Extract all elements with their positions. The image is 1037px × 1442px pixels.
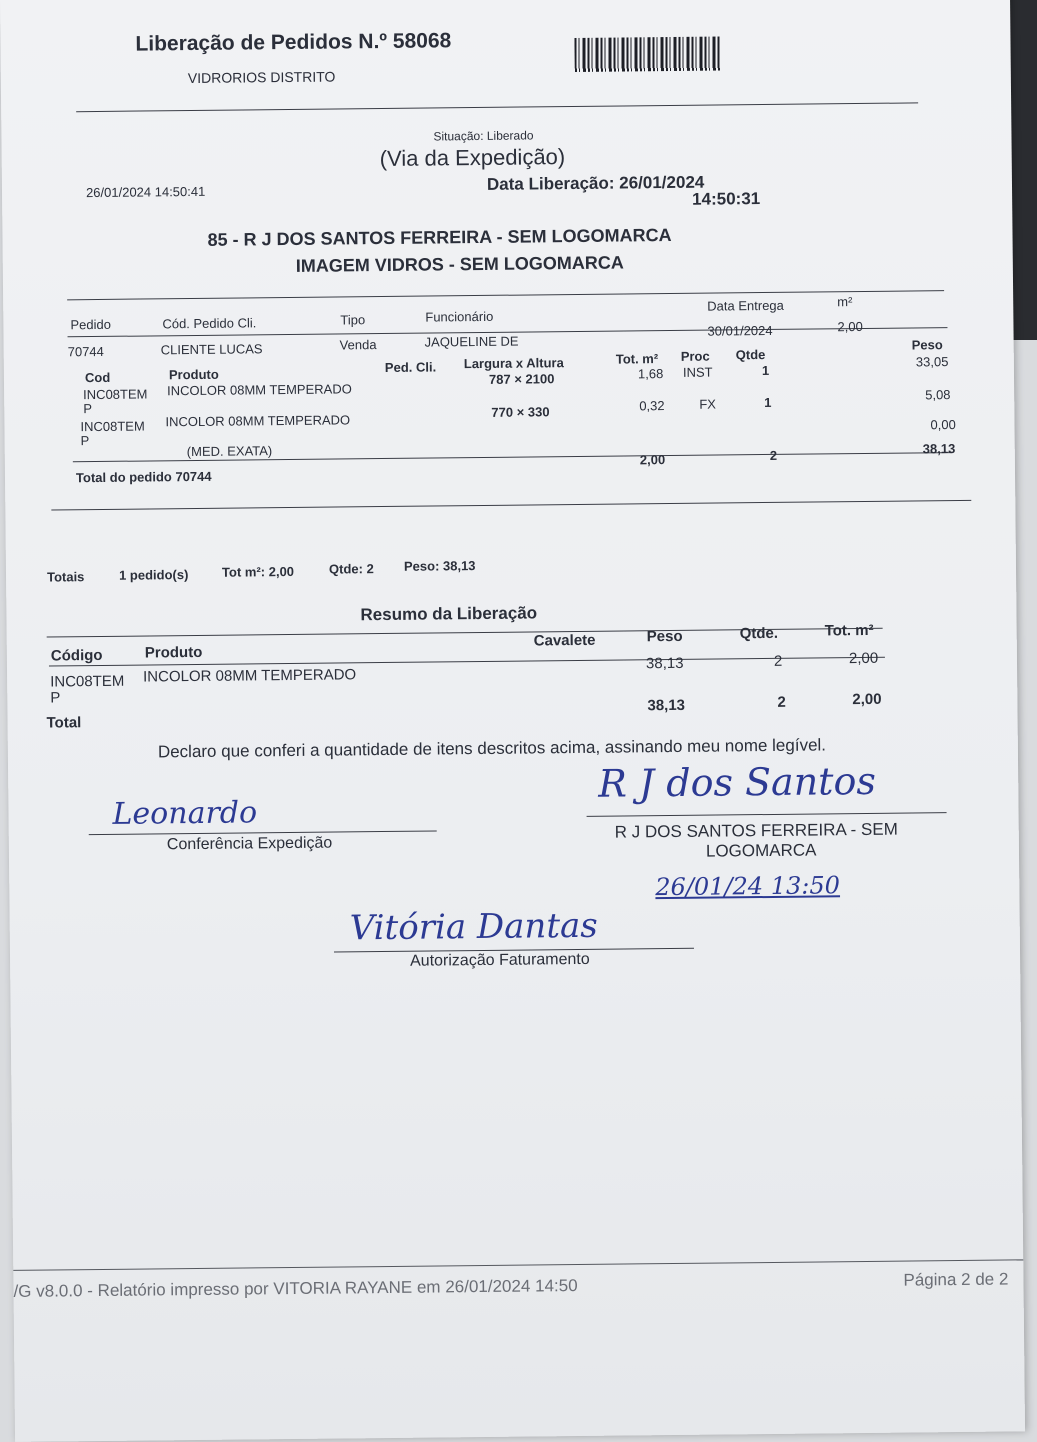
- item-1-peso: 33,05: [915, 354, 949, 370]
- divider: [67, 290, 944, 300]
- col-tipo: Tipo: [340, 312, 366, 328]
- client-label-line-1: R J DOS SANTOS FERREIRA - SEM: [614, 819, 898, 842]
- document-title: Liberação de Pedidos N.º 58068: [135, 29, 452, 56]
- totals-pedidos: 1 pedido(s): [118, 567, 189, 583]
- item-col-ped-cli: Ped. Cli.: [384, 359, 437, 375]
- client-line-2: IMAGEM VIDROS - SEM LOGOMARCA: [295, 252, 624, 276]
- item-2-qtde: 1: [764, 394, 772, 411]
- item-col-dims: Largura x Altura: [463, 355, 564, 372]
- order-pedido: 70744: [67, 343, 104, 360]
- barcode: [574, 36, 720, 72]
- footer-page-number: Página 2 de 2: [903, 1269, 1009, 1290]
- company-name: VIDRORIOS DISTRITO: [187, 68, 336, 87]
- divider: [76, 102, 918, 112]
- col-cod-pedido-cli: Cód. Pedido Cli.: [162, 315, 257, 332]
- via-label: (Via da Expedição): [379, 144, 566, 172]
- declaration-text: Declaro que conferi a quantidade de itens descritos acima, assinando meu nome legível.: [157, 735, 827, 762]
- item-1-tot-m2: 1,68: [637, 366, 664, 382]
- item-2-cod-cont: P: [80, 433, 90, 449]
- authorization-signature: Vitória Dantas: [349, 905, 598, 949]
- release-time: 14:50:31: [692, 189, 761, 209]
- item-1-qtde: 1: [761, 362, 770, 379]
- status-text: Situação: Liberado: [433, 128, 534, 144]
- items-note-peso: 0,00: [930, 417, 956, 433]
- footer-divider: [13, 1259, 1023, 1271]
- summary-total-tot-m2: 2,00: [852, 690, 882, 709]
- client-datetime: 26/01/24 13:50: [655, 871, 841, 902]
- summary-row-peso: 38,13: [645, 654, 684, 673]
- release-date: Data Liberação: 26/01/2024: [486, 172, 705, 194]
- item-2-tot-m2: 0,32: [639, 398, 665, 414]
- summary-title: Resumo da Liberação: [360, 603, 538, 625]
- item-1-cod: INC08TEM: [83, 386, 148, 403]
- summary-row-cod-cont: P: [50, 689, 61, 707]
- summary-col-tot-m2: Tot. m²: [824, 621, 874, 640]
- client-signature: R J dos Santos: [598, 758, 877, 806]
- items-note: (MED. EXATA): [186, 443, 273, 460]
- item-col-produto: Produto: [168, 366, 219, 383]
- item-1-proc: INST: [682, 364, 713, 380]
- summary-row-produto: INCOLOR 08MM TEMPERADO: [143, 666, 357, 686]
- col-funcionario: Funcionário: [425, 308, 494, 325]
- order-cod-pedido-cli: CLIENTE LUCAS: [160, 341, 263, 358]
- col-m2: m²: [837, 294, 853, 310]
- summary-total-label: Total: [46, 714, 82, 732]
- item-col-proc: Proc: [680, 348, 710, 364]
- item-col-qtde: Qtde: [735, 347, 766, 363]
- item-col-peso: Peso: [911, 337, 943, 353]
- item-2-peso: 5,08: [925, 387, 951, 403]
- totals-label: Totais: [46, 569, 85, 585]
- conference-signature: Leonardo: [112, 795, 258, 832]
- col-data-entrega: Data Entrega: [707, 297, 784, 314]
- order-total-qtde: 2: [769, 447, 778, 463]
- conference-label: Conferência Expedição: [166, 834, 333, 854]
- summary-col-produto: Produto: [144, 643, 203, 662]
- summary-row-cod: INC08TEM: [50, 672, 125, 691]
- item-2-dims: 770 × 330: [491, 404, 550, 420]
- item-1-cod-cont: P: [83, 401, 93, 417]
- item-1-produto: INCOLOR 08MM TEMPERADO: [167, 381, 352, 399]
- item-1-dims: 787 × 2100: [488, 371, 555, 387]
- col-pedido: Pedido: [70, 316, 111, 333]
- summary-col-qtde: Qtde.: [739, 624, 779, 643]
- item-col-cod: Cod: [84, 369, 111, 386]
- summary-row-qtde: 2: [773, 652, 783, 670]
- order-total-m2: 2,00: [639, 452, 666, 468]
- summary-col-cavalete: Cavalete: [533, 631, 596, 650]
- divider: [51, 500, 971, 511]
- summary-total-qtde: 2: [777, 693, 786, 711]
- summary-row-tot-m2: 2,00: [848, 649, 879, 668]
- order-tipo: Venda: [339, 337, 377, 353]
- summary-col-codigo: Código: [50, 646, 103, 665]
- summary-col-peso: Peso: [646, 627, 683, 646]
- totals-qtde: Qtde: 2: [328, 561, 374, 577]
- item-col-tot-m2: Tot. m²: [615, 351, 659, 367]
- totals-m2: Tot m²: 2,00: [221, 563, 295, 580]
- print-datetime: 26/01/2024 14:50:41: [85, 183, 206, 201]
- totals-peso: Peso: 38,13: [403, 558, 476, 574]
- order-total-peso: 38,13: [922, 441, 956, 457]
- item-2-proc: FX: [699, 396, 716, 412]
- order-total-label: Total do pedido 70744: [75, 468, 212, 486]
- summary-total-peso: 38,13: [647, 696, 686, 715]
- client-line-1: 85 - R J DOS SANTOS FERREIRA - SEM LOGOMARCA: [207, 224, 672, 250]
- authorization-label: Autorização Faturamento: [409, 950, 590, 970]
- item-2-cod: INC08TEM: [80, 418, 145, 435]
- footer-report-info: /G v8.0.0 - Relatório impresso por VITORIA RAYANE em 26/01/2024 14:50: [13, 1276, 578, 1301]
- order-funcionario: JAQUELINE DE: [424, 333, 519, 350]
- signature-line: [587, 812, 947, 817]
- item-2-produto: INCOLOR 08MM TEMPERADO: [165, 412, 351, 430]
- order-m2: 2,00: [837, 318, 863, 335]
- client-label-line-2: LOGOMARCA: [705, 840, 817, 861]
- order-data-entrega: 30/01/2024: [707, 322, 773, 339]
